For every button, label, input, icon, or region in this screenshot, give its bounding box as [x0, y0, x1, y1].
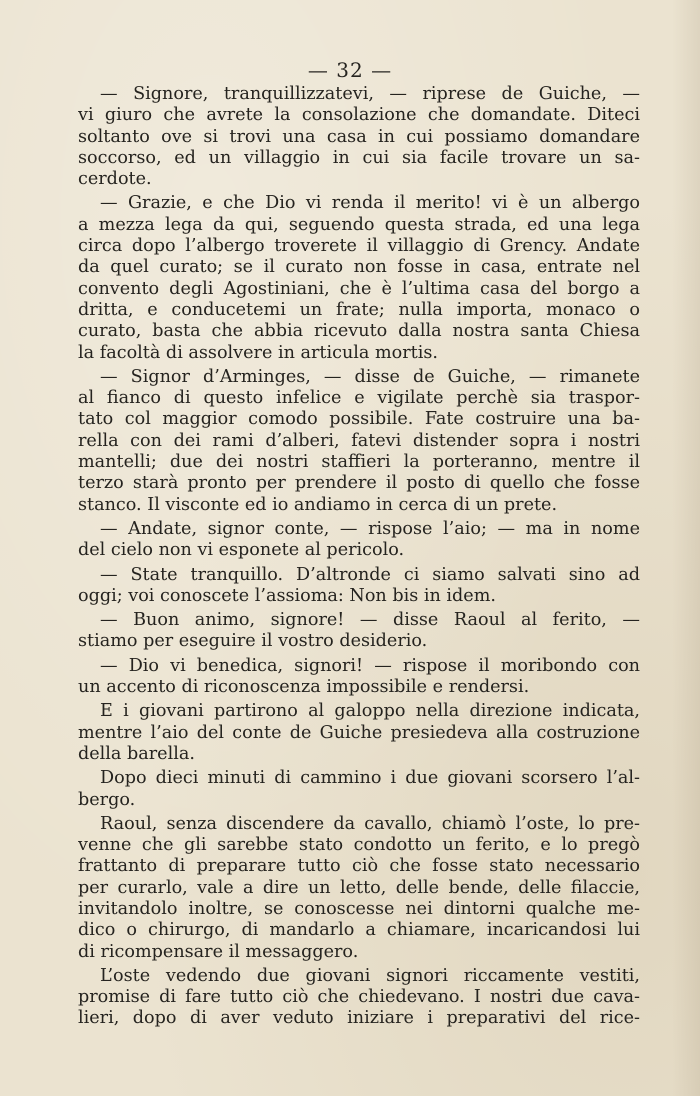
text-line: — Signor d’Arminges, — disse de Guiche, — rimanete [100, 366, 640, 387]
page-number: — 32 — [307, 58, 393, 82]
text-line: curato, basta che abbia ricevuto dalla nostra santa Chiesa [78, 321, 640, 342]
text-line: — Andate, signor conte, — rispose l’aio; — ma in nome [100, 518, 640, 539]
text-line: stiamo per eseguire il vostro desiderio. [78, 631, 428, 652]
page-text [78, 84, 640, 1030]
text-line: vi giuro che avrete la consolazione che domandate. Diteci [78, 105, 640, 126]
text-line: bergo. [78, 789, 136, 810]
text-line: un accento di riconoscenza impossibile e rendersi. [78, 677, 530, 698]
text-line: al fianco di questo infelice e vigilate perchè sia traspor- [78, 388, 640, 409]
text-line: frattanto di preparare tutto ciò che fosse stato necessario [78, 856, 640, 877]
text-line: a mezza lega da qui, seguendo questa strada, ed una lega [78, 214, 640, 235]
text-line: convento degli Agostiniani, che è l’ultima casa del borgo a [78, 278, 640, 299]
text-line: L’oste vedendo due giovani signori riccamente vestiti, [100, 965, 640, 986]
text-line: — State tranquillo. D’altronde ci siamo salvati sino ad [100, 564, 640, 585]
text-line: dico o chirurgo, di mandarlo a chiamare, incaricandosi lui [78, 920, 640, 941]
page-edge-shadow [672, 0, 700, 1096]
text-line: rella con dei rami d’alberi, fatevi distender sopra i nostri [78, 430, 640, 451]
text-line: mentre l’aio del conte de Guiche presiedeva alla costruzione [78, 722, 640, 743]
text-line: circa dopo l’albergo troverete il villaggio di Grency. Andate [78, 236, 640, 257]
text-line: lieri, dopo di aver veduto iniziare i preparativi del rice- [78, 1008, 640, 1029]
text-line: la facoltà di assolvere in articula mortis. [78, 342, 438, 363]
text-line: da quel curato; se il curato non fosse in casa, entrate nel [78, 257, 640, 278]
text-line: Dopo dieci minuti di cammino i due giovani scorsero l’al- [100, 768, 640, 789]
text-line: stanco. Il visconte ed io andiamo in cerca di un prete. [78, 494, 558, 515]
text-line: cerdote. [78, 169, 152, 190]
text-line: terzo starà pronto per prendere il posto di quello che fosse [78, 473, 640, 494]
text-line: — Grazie, e che Dio vi renda il merito! vi è un albergo [100, 193, 640, 214]
text-line: invitandolo inoltre, se conoscesse nei dintorni qualche me- [78, 898, 640, 919]
text-line: oggi; voi conoscete l’assioma: Non bis in idem. [78, 585, 496, 606]
text-line: — Signore, tranquillizzatevi, — riprese de Guiche, — [100, 84, 640, 104]
text-line: — Dio vi benedica, signori! — rispose il moribondo con [100, 655, 640, 676]
text-line: E i giovani partirono al galoppo nella direzione indicata, [100, 701, 640, 722]
text-line: soltanto ove si trovi una casa in cui possiamo domandare [78, 126, 640, 147]
text-line: promise di fare tutto ciò che chiedevano. I nostri due cava- [78, 987, 640, 1008]
text-line: mantelli; due dei nostri staffieri la porteranno, mentre il [78, 452, 640, 473]
text-line: dritta, e conducetemi un frate; nulla importa, monaco o [78, 299, 640, 320]
text-line: soccorso, ed un villaggio in cui sia facile trovare un sa- [78, 147, 640, 168]
text-line: Raoul, senza discendere da cavallo, chiamò l’oste, lo pre- [100, 813, 640, 834]
text-line: del cielo non vi esponete al pericolo. [78, 540, 405, 561]
text-line: — Buon animo, signore! — disse Raoul al ferito, — [100, 610, 640, 631]
text-line: della barella. [78, 743, 195, 764]
text-line: tato col maggior comodo possibile. Fate costruire una ba- [78, 409, 640, 430]
text-line: di ricompensare il messaggero. [78, 941, 359, 962]
text-line: venne che gli sarebbe stato condotto un ferito, e lo pregò [78, 835, 640, 856]
text-line: per curarlo, vale a dire un letto, delle bende, delle filaccie, [78, 877, 640, 898]
